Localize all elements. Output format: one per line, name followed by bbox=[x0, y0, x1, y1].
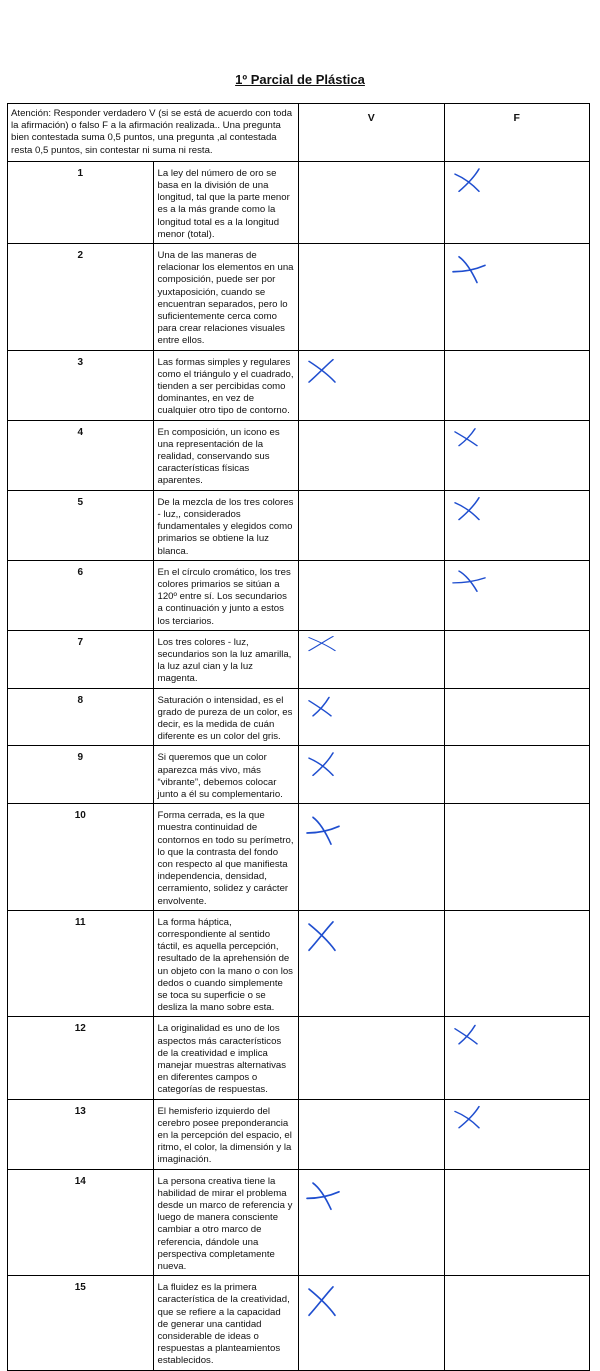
question-row bbox=[8, 244, 590, 351]
handwritten-x-mark-icon bbox=[445, 1017, 493, 1054]
answer-sheet-table bbox=[7, 103, 590, 1371]
answer-cell-v[interactable] bbox=[299, 804, 445, 911]
answer-cell-v[interactable] bbox=[299, 1099, 445, 1169]
question-row bbox=[8, 1017, 590, 1099]
question-text: La originalidad es uno de los aspectos más característicos de la creatividad e implica manejar muestras alternativas en diferentes campos o categorías de respuestas. bbox=[153, 1017, 299, 1099]
question-text: Si queremos que un color aparezca más vivo, más “vibrante”, debemos colocar junto a él su complementario. bbox=[153, 746, 299, 804]
answer-cell-f[interactable] bbox=[444, 804, 590, 911]
answer-cell-v[interactable] bbox=[299, 1017, 445, 1099]
question-row bbox=[8, 560, 590, 630]
question-number: 6 bbox=[8, 560, 154, 630]
answer-cell-f[interactable] bbox=[444, 910, 590, 1017]
handwritten-x-mark-icon bbox=[299, 911, 347, 959]
question-text: La fluidez es la primera característica de la creatividad, que se refiere a la capacidad de generar una cantidad considerable de ideas o respuestas a planteamientos establecidos. bbox=[153, 1276, 299, 1370]
question-number: 12 bbox=[8, 1017, 154, 1099]
answer-cell-v[interactable] bbox=[299, 350, 445, 420]
answer-cell-f[interactable] bbox=[444, 630, 590, 688]
handwritten-x-mark-icon bbox=[299, 804, 347, 853]
answer-cell-f[interactable] bbox=[444, 350, 590, 420]
question-row bbox=[8, 1169, 590, 1276]
handwritten-x-mark-icon bbox=[445, 561, 493, 598]
question-text: La ley del número de oro se basa en la división de una longitud, tal que la parte menor es a la más grande como la longitud total es a la longitud menor (total). bbox=[153, 161, 299, 243]
answer-cell-v[interactable] bbox=[299, 630, 445, 688]
answer-cell-f[interactable] bbox=[444, 746, 590, 804]
answer-cell-v[interactable] bbox=[299, 161, 445, 243]
question-text: Saturación o intensidad, es el grado de pureza de un color, es decir, es la medida de cuán diferente es un color del gris. bbox=[153, 688, 299, 746]
question-number: 8 bbox=[8, 688, 154, 746]
handwritten-x-mark-icon bbox=[445, 421, 493, 455]
question-number: 10 bbox=[8, 804, 154, 911]
handwritten-x-mark-icon bbox=[299, 746, 347, 784]
column-header-f: F bbox=[444, 104, 590, 162]
question-row bbox=[8, 746, 590, 804]
handwritten-x-mark-icon bbox=[299, 1276, 347, 1324]
handwritten-x-mark-icon bbox=[445, 162, 493, 200]
handwritten-x-mark-icon bbox=[299, 1170, 347, 1218]
answer-cell-v[interactable] bbox=[299, 490, 445, 560]
answer-cell-f[interactable] bbox=[444, 688, 590, 746]
question-number: 13 bbox=[8, 1099, 154, 1169]
question-text: El hemisferio izquierdo del cerebro posee preponderancia en la percepción del espacio, el ritmo, el color, la dimensión y la imaginación. bbox=[153, 1099, 299, 1169]
handwritten-x-mark-icon bbox=[299, 689, 347, 726]
instructions: Atención: Responder verdadero V (si se está de acuerdo con toda la afirmación) o falso F a la afirmación realizada.. Una pregunta bien contestada suma 0,5 puntos, una pregunta ,al contestada resta 0,5 puntos, sin contestar ni suma ni resta. bbox=[8, 104, 299, 162]
question-number: 15 bbox=[8, 1276, 154, 1370]
handwritten-x-mark-icon bbox=[299, 631, 347, 655]
answer-cell-f[interactable] bbox=[444, 560, 590, 630]
handwritten-x-mark-icon bbox=[445, 244, 493, 291]
question-number: 3 bbox=[8, 350, 154, 420]
answer-cell-v[interactable] bbox=[299, 560, 445, 630]
question-row bbox=[8, 910, 590, 1017]
question-row bbox=[8, 420, 590, 490]
answer-cell-f[interactable] bbox=[444, 420, 590, 490]
question-row bbox=[8, 490, 590, 560]
question-text: Las formas simples y regulares como el triángulo y el cuadrado, tienden a ser percibidas como dominantes, en vez de cualquier otro tipo de contorno. bbox=[153, 350, 299, 420]
handwritten-x-mark-icon bbox=[445, 491, 493, 528]
question-text: En el círculo cromático, los tres colores primarios se sitúan a 120º entre sí. Los secundarios a continuación y junto a estos los terciarios. bbox=[153, 560, 299, 630]
question-row bbox=[8, 804, 590, 911]
answer-cell-f[interactable] bbox=[444, 1099, 590, 1169]
header-row bbox=[8, 104, 590, 162]
answer-cell-v[interactable] bbox=[299, 244, 445, 351]
question-number: 7 bbox=[8, 630, 154, 688]
question-number: 11 bbox=[8, 910, 154, 1017]
question-text: Forma cerrada, es la que muestra continuidad de contornos en todo su perímetro, lo que la contrasta del fondo con respecto al que manifiesta independencia, densidad, cerramiento, solidez y carácter envolvente. bbox=[153, 804, 299, 911]
answer-cell-f[interactable] bbox=[444, 1169, 590, 1276]
answer-cell-f[interactable] bbox=[444, 244, 590, 351]
question-row bbox=[8, 688, 590, 746]
answer-cell-v[interactable] bbox=[299, 688, 445, 746]
exam-title-text: 1º Parcial de Plástica bbox=[235, 72, 365, 87]
question-number: 9 bbox=[8, 746, 154, 804]
answer-cell-v[interactable] bbox=[299, 1169, 445, 1276]
question-text: Los tres colores - luz, secundarios son la luz amarilla, la luz azul cian y la luz magenta. bbox=[153, 630, 299, 688]
answer-cell-f[interactable] bbox=[444, 490, 590, 560]
answer-cell-v[interactable] bbox=[299, 910, 445, 1017]
question-text: De la mezcla de los tres colores - luz,, considerados fundamentales y elegidos como primarios se obtiene la luz blanca. bbox=[153, 490, 299, 560]
answer-cell-f[interactable] bbox=[444, 161, 590, 243]
question-row bbox=[8, 1276, 590, 1370]
answer-cell-v[interactable] bbox=[299, 746, 445, 804]
question-row bbox=[8, 350, 590, 420]
column-header-v: V bbox=[299, 104, 445, 162]
answer-cell-f[interactable] bbox=[444, 1017, 590, 1099]
question-text: La persona creativa tiene la habilidad de mirar el problema desde un marco de referencia y luego de manera consciente cambiar a otro marco de referencia, dándole una perspectiva completamente nueva. bbox=[153, 1169, 299, 1276]
question-text: La forma háptica, correspondiente al sentido táctil, es aquella percepción, resultado de la aprehensión de un objeto con la mano o con los dedos o cuando simplemente se toca su superficie o se desliza la mano sobre esta. bbox=[153, 910, 299, 1017]
question-number: 1 bbox=[8, 161, 154, 243]
handwritten-x-mark-icon bbox=[299, 351, 347, 389]
question-text: Una de las maneras de relacionar los elementos en una composición, puede ser por yuxtaposición, cuando se encuentran separados, pero lo suficientemente cerca como para crear relaciones visuales entre ellos. bbox=[153, 244, 299, 351]
question-row bbox=[8, 161, 590, 243]
handwritten-x-mark-icon bbox=[445, 1100, 493, 1136]
answer-sheet-body bbox=[8, 104, 590, 1371]
question-text: En composición, un icono es una representación de la realidad, conservando sus características físicas aparentes. bbox=[153, 420, 299, 490]
question-number: 4 bbox=[8, 420, 154, 490]
question-number: 14 bbox=[8, 1169, 154, 1276]
answer-cell-v[interactable] bbox=[299, 1276, 445, 1370]
question-row bbox=[8, 1099, 590, 1169]
answer-cell-v[interactable] bbox=[299, 420, 445, 490]
question-number: 5 bbox=[8, 490, 154, 560]
answer-cell-f[interactable] bbox=[444, 1276, 590, 1370]
question-number: 2 bbox=[8, 244, 154, 351]
question-row bbox=[8, 630, 590, 688]
exam-title bbox=[0, 72, 600, 87]
